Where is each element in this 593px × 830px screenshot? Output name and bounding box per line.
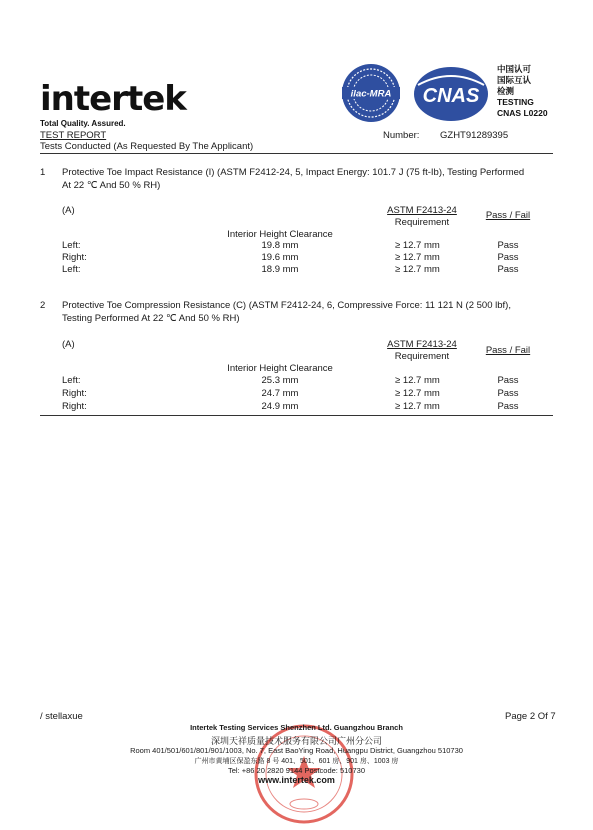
row-value: 19.8 mm [261, 240, 299, 251]
author-tag: / stellaxue [40, 711, 83, 722]
row-value: 24.7 mm [261, 388, 299, 399]
sample-id: (A) [62, 205, 75, 216]
row-result: Pass [497, 375, 519, 386]
footer-website-link[interactable]: www.intertek.com [258, 775, 335, 785]
cnas-line: 检测 [497, 86, 515, 96]
test-index: 2 [40, 300, 46, 311]
cnas-accreditation-text [497, 64, 548, 119]
test-title-line: Testing Performed At 22 ℃ And 50 % RH) [62, 313, 240, 324]
pass-fail-header: Pass / Fail [485, 210, 531, 221]
header-divider [40, 153, 553, 154]
requirement-header: ASTM F2413-24 [387, 205, 457, 216]
row-requirement: ≥ 12.7 mm [395, 252, 440, 263]
test-title-line: Protective Toe Impact Resistance (I) (ASTM F2412-24, 5, Impact Energy: 101.7 J (75 ft-Ib), Testing Performed [62, 167, 525, 178]
report-number-value: GZHT91289395 [440, 130, 509, 141]
row-value: 19.6 mm [261, 252, 299, 263]
pass-fail-header: Pass / Fail [485, 345, 531, 356]
logo-tagline: Total Quality. Assured. [40, 119, 126, 128]
row-value: 25.3 mm [261, 375, 299, 386]
footer-address: Room 401/501/601/801/901/1003, No. 7, East BaoYing Road, Huangpu District, Guangzhou 510730 [130, 746, 463, 755]
row-result: Pass [497, 388, 519, 399]
row-side: Right: [62, 401, 87, 412]
row-requirement: ≥ 12.7 mm [395, 401, 440, 412]
footer-company-cn: 深圳天祥质量技术服务有限公司广州分公司 [210, 737, 382, 747]
cnas-line: TESTING [497, 97, 534, 107]
svg-text:ilac-MRA: ilac-MRA [350, 88, 392, 100]
intertek-logo: intertek [40, 79, 186, 119]
row-side: Left: [62, 240, 81, 251]
svg-text:CNAS: CNAS [422, 85, 480, 107]
cnas-logo-icon [412, 65, 490, 123]
row-result: Pass [497, 252, 519, 263]
ilac-mra-logo-icon [340, 62, 402, 124]
row-value: 18.9 mm [261, 264, 299, 275]
requirement-subheader: Requirement [394, 217, 450, 228]
report-number-label: Number: [383, 130, 420, 141]
footer-address-cn: 广州市黄埔区保盈东路 8 号 401、501、601 房、901 房、1003 房 [194, 758, 399, 765]
cnas-line: CNAS L0220 [497, 108, 548, 118]
report-subtitle: Tests Conducted (As Requested By The Applicant) [40, 141, 254, 152]
report-title: TEST REPORT [40, 130, 107, 141]
test-title-line: At 22 ℃ And 50 % RH) [62, 180, 161, 191]
test-title-line: Protective Toe Compression Resistance (C) (ASTM F2412-24, 6, Compressive Force: 11 121 N (2 500 lbf), [62, 300, 511, 311]
row-side: Right: [62, 252, 87, 263]
section-divider [40, 415, 553, 416]
row-value: 24.9 mm [261, 401, 299, 412]
sample-id: (A) [62, 339, 75, 350]
row-result: Pass [497, 401, 519, 412]
cnas-line: 国际互认 [497, 75, 532, 85]
footer-company: Intertek Testing Services Shenzhen Ltd. Guangzhou Branch [190, 723, 403, 732]
row-result: Pass [497, 264, 519, 275]
footer-tel: Tel: +86 20 2820 9144 Postcode: 510730 [228, 766, 365, 775]
test-index: 1 [40, 167, 46, 178]
measure-header: Interior Height Clearance [227, 363, 333, 374]
row-requirement: ≥ 12.7 mm [395, 375, 440, 386]
row-result: Pass [497, 240, 519, 251]
row-side: Left: [62, 264, 81, 275]
row-requirement: ≥ 12.7 mm [395, 388, 440, 399]
page-number: Page 2 Of 7 [505, 711, 556, 722]
requirement-header: ASTM F2413-24 [387, 339, 457, 350]
measure-header: Interior Height Clearance [227, 229, 333, 240]
row-side: Right: [62, 388, 87, 399]
requirement-subheader: Requirement [394, 351, 450, 362]
row-requirement: ≥ 12.7 mm [395, 264, 440, 275]
row-requirement: ≥ 12.7 mm [395, 240, 440, 251]
row-side: Left: [62, 375, 81, 386]
cnas-line: 中国认可 [497, 64, 532, 74]
